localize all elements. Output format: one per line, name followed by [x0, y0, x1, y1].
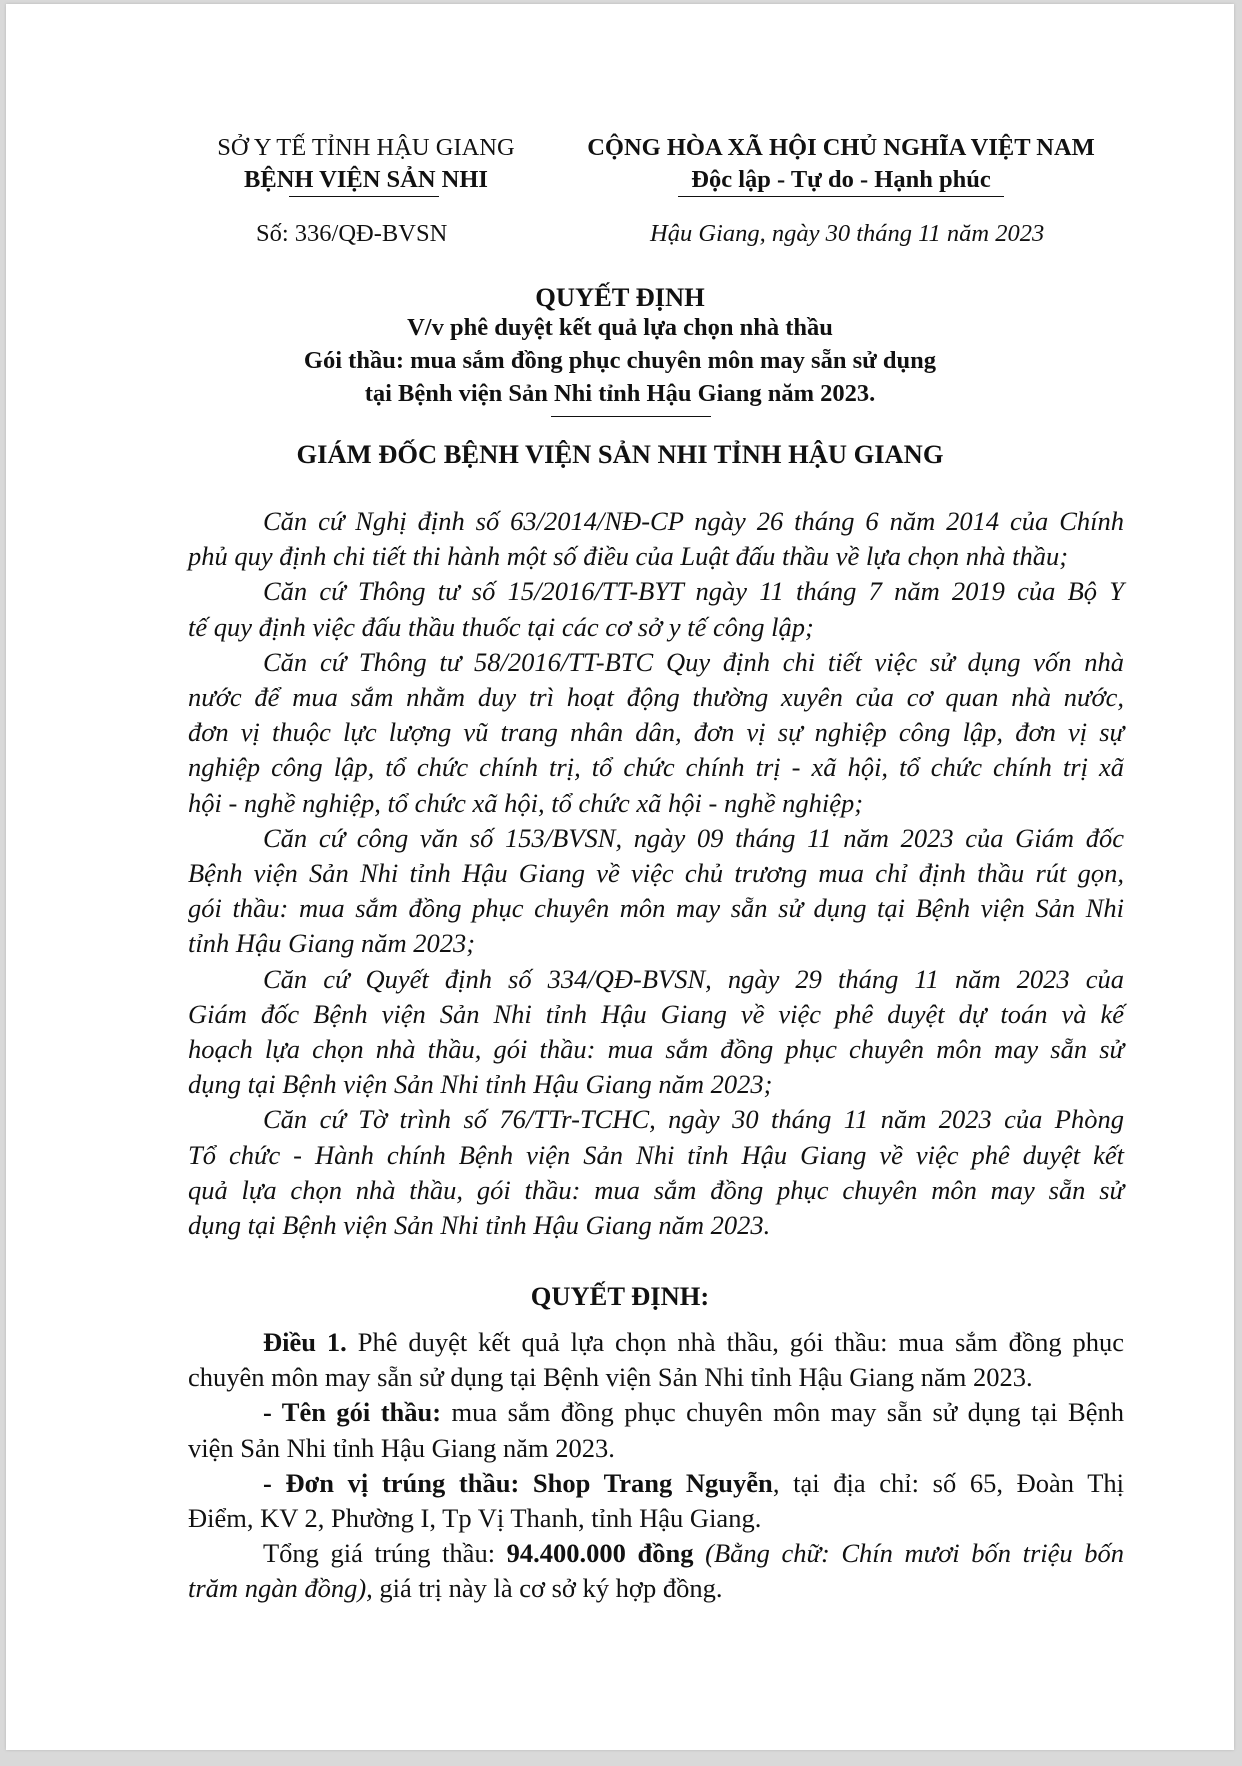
winner-line-2: Điểm, KV 2, Phường I, Tp Vị Thanh, tỉnh Hậu Giang.	[188, 1503, 762, 1534]
package-name-label: - Tên gói thầu:	[263, 1397, 442, 1428]
package-name-line-1	[188, 1395, 1124, 1430]
basis-1-line-2: phủ quy định chi tiết thi hành một số điều của Luật đấu thầu về lựa chọn nhà thầu;	[188, 541, 1069, 572]
basis-3-line-3: đơn vị thuộc lực lượng vũ trang nhân dân, đơn vị sự nghiệp công lập, đơn vị sự	[188, 717, 1124, 748]
winner-line-1	[188, 1466, 1124, 1501]
document-title: QUYẾT ĐỊNH	[535, 282, 705, 312]
price-line-2	[188, 1571, 1124, 1606]
document-subject: V/v phê duyệt kết quả lựa chọn nhà thầu	[407, 314, 833, 341]
basis-3-line-5: hội - nghề nghiệp, tổ chức xã hội, tổ chức xã hội - nghề nghiệp;	[188, 787, 864, 818]
package-name-line-2: viện Sản Nhi tỉnh Hậu Giang năm 2023.	[188, 1432, 615, 1463]
article-1-line-2: chuyên môn may sẵn sử dụng tại Bệnh viện Sản Nhi tỉnh Hậu Giang năm 2023.	[188, 1362, 1033, 1393]
basis-3-line-2: nước để mua sắm nhằm duy trì hoạt động thường xuyên của cơ quan nhà nước,	[188, 682, 1124, 713]
price-suffix: giá trị này là cơ sở ký hợp đồng.	[372, 1573, 723, 1604]
article-1-label: Điều 1.	[263, 1327, 347, 1357]
basis-1-line-1: Căn cứ Nghị định số 63/2014/NĐ-CP ngày 26 tháng 6 năm 2014 của Chính	[263, 506, 1124, 536]
hospital-name: BỆNH VIỆN SẢN NHI	[244, 166, 488, 193]
price-words-1: (Bằng chữ: Chín mươi bốn triệu bốn	[693, 1538, 1124, 1569]
basis-5-line-1: Căn cứ Quyết định số 334/QĐ-BVSN, ngày 29 tháng 11 năm 2023 của	[263, 963, 1124, 994]
price-line-1	[188, 1536, 1124, 1571]
winner-label: - Đơn vị trúng thầu: Shop Trang Nguyễn	[263, 1467, 773, 1498]
basis-5-line-3: hoạch lựa chọn nhà thầu, gói thầu: mua sắm đồng phục chuyên môn may sẵn sử	[188, 1034, 1124, 1065]
document-number: Số: 336/QĐ-BVSN	[256, 220, 448, 247]
issuing-authority: GIÁM ĐỐC BỆNH VIỆN SẢN NHI TỈNH HẬU GIANG	[296, 439, 944, 469]
basis-6-line-1: Căn cứ Tờ trình số 76/TTr-TCHC, ngày 30 tháng 11 năm 2023 của Phòng	[263, 1104, 1124, 1135]
place-date: Hậu Giang, ngày 30 tháng 11 năm 2023	[650, 220, 1045, 247]
price-words-2: trăm ngàn đồng),	[188, 1573, 373, 1604]
article-1-line-1	[188, 1325, 1124, 1360]
price-value: 94.400.000 đồng	[506, 1538, 694, 1569]
article-1-text: Phê duyệt kết quả lựa chọn nhà thầu, gói thầu: mua sắm đồng phục	[346, 1327, 1125, 1357]
header-right-underline	[678, 196, 1004, 197]
title-underline	[551, 416, 711, 417]
basis-4-line-4: tỉnh Hậu Giang năm 2023;	[188, 928, 476, 959]
article-1	[188, 1325, 1124, 1607]
package-title: Gói thầu: mua sắm đồng phục chuyên môn may sẵn sử dụng	[303, 347, 937, 374]
basis-4-line-3: gói thầu: mua sắm đồng phục chuyên môn may sẵn sử dụng tại Bệnh viện Sản Nhi	[188, 893, 1124, 924]
basis-6-line-4: dụng tại Bệnh viện Sản Nhi tỉnh Hậu Giang năm 2023.	[188, 1210, 771, 1241]
package-name-text: mua sắm đồng phục chuyên môn may sẵn sử dụng tại Bệnh	[441, 1397, 1124, 1428]
package-title-cont: tại Bệnh viện Sản Nhi tỉnh Hậu Giang năm 2023.	[364, 380, 876, 407]
winner-address: , tại địa chỉ: số 65, Đoàn Thị	[772, 1467, 1124, 1498]
basis-3-line-4: nghiệp công lập, tổ chức chính trị, tổ chức chính trị - xã hội, tổ chức chính trị xã	[188, 752, 1124, 783]
header-left-underline	[289, 196, 439, 197]
national-motto: Độc lập - Tự do - Hạnh phúc	[691, 166, 991, 193]
basis-4-line-2: Bệnh viện Sản Nhi tỉnh Hậu Giang về việc chủ trương mua chỉ định thầu rút gọn,	[188, 858, 1124, 889]
document-page	[6, 4, 1234, 1750]
basis-5-line-2: Giám đốc Bệnh viện Sản Nhi tỉnh Hậu Giang về việc phê duyệt dự toán và kế	[188, 998, 1124, 1029]
basis-6-line-2: Tổ chức - Hành chính Bệnh viện Sản Nhi tỉnh Hậu Giang về việc phê duyệt kết	[188, 1139, 1124, 1170]
basis-6-line-3: quả lựa chọn nhà thầu, gói thầu: mua sắm đồng phục chuyên môn may sẵn sử	[188, 1174, 1124, 1205]
basis-2-line-2: tế quy định việc đấu thầu thuốc tại các cơ sở y tế công lập;	[188, 611, 814, 642]
basis-3-line-1: Căn cứ Thông tư 58/2016/TT-BTC Quy định chi tiết việc sử dụng vốn nhà	[263, 646, 1124, 677]
basis-4-line-1: Căn cứ công văn số 153/BVSN, ngày 09 tháng 11 năm 2023 của Giám đốc	[263, 822, 1124, 853]
agency-name: SỞ Y TẾ TỈNH HẬU GIANG	[217, 134, 515, 161]
price-prefix: Tổng giá trúng thầu:	[263, 1538, 507, 1569]
decision-heading: QUYẾT ĐỊNH:	[530, 1281, 710, 1311]
basis-5-line-4: dụng tại Bệnh viện Sản Nhi tỉnh Hậu Giang năm 2023;	[188, 1069, 773, 1100]
legal-bases	[188, 504, 1124, 1243]
basis-2-line-1: Căn cứ Thông tư số 15/2016/TT-BYT ngày 11 tháng 7 năm 2019 của Bộ Y	[263, 576, 1124, 607]
national-title: CỘNG HÒA XÃ HỘI CHỦ NGHĨA VIỆT NAM	[587, 134, 1095, 161]
